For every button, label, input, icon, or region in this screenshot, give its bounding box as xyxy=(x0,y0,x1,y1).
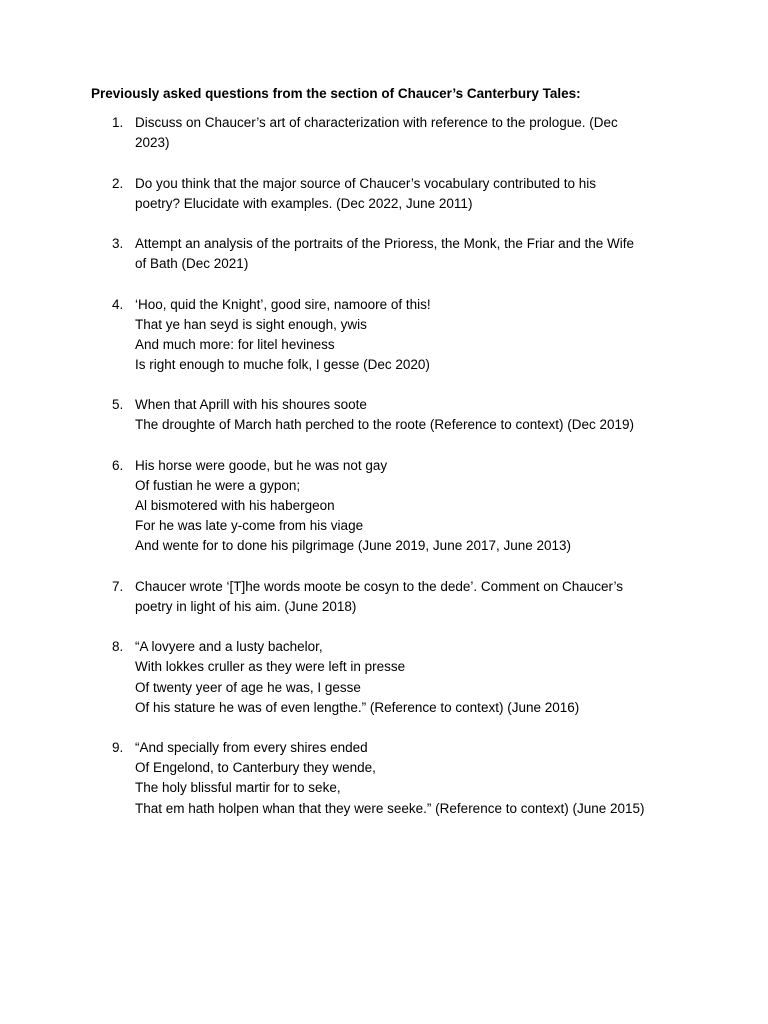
question-text-line: For he was late y-come from his viage xyxy=(135,518,364,534)
question-item xyxy=(91,577,691,617)
question-item xyxy=(91,174,691,214)
question-text-line: With lokkes cruller as they were left in presse xyxy=(135,659,406,675)
question-item xyxy=(91,738,691,819)
question-text-line: ‘Hoo, quid the Knight’, good sire, namoore of this! xyxy=(135,296,431,312)
question-number: 5. xyxy=(112,397,124,413)
question-number: 9. xyxy=(112,740,124,756)
question-item xyxy=(91,637,691,718)
question-text-line: When that Aprill with his shoures soote xyxy=(135,397,367,413)
question-number: 2. xyxy=(112,175,124,191)
question-text-line: And much more: for litel heviness xyxy=(135,336,335,352)
question-text-line: Of Engelond, to Canterbury they wende, xyxy=(135,760,376,776)
question-text-line: The holy blissful martir for to seke, xyxy=(135,780,341,796)
question-item xyxy=(91,234,691,274)
question-text-line: Of his stature he was of even lengthe.” (Reference to context) (June 2016) xyxy=(135,699,580,715)
question-number: 1. xyxy=(112,115,124,130)
question-text-line: Do you think that the major source of Chaucer’s vocabulary contributed to his xyxy=(135,175,596,191)
question-list xyxy=(91,113,691,839)
question-text-line: Attempt an analysis of the portraits of the Prioress, the Monk, the Friar and the Wife xyxy=(135,236,634,251)
question-text-line: Of fustian he were a gypon; xyxy=(135,477,301,493)
question-text-line: poetry in light of his aim. (June 2018) xyxy=(135,598,357,614)
question-number: 4. xyxy=(112,296,124,312)
question-number: 8. xyxy=(112,639,124,655)
question-number: 6. xyxy=(112,457,124,473)
question-text-line: Discuss on Chaucer’s art of characterization with reference to the prologue. (Dec xyxy=(135,115,618,130)
question-text-line: 2023) xyxy=(135,135,170,151)
question-text-line: “A lovyere and a lusty bachelor, xyxy=(135,639,323,655)
question-item xyxy=(91,295,691,376)
question-text-line: of Bath (Dec 2021) xyxy=(135,256,249,272)
question-text-line: “And specially from every shires ended xyxy=(135,740,368,756)
question-text-line: poetry? Elucidate with examples. (Dec 2022, June 2011) xyxy=(135,195,473,211)
question-text-line: Chaucer wrote ‘[T]he words moote be cosyn to the dede’. Comment on Chaucer’s xyxy=(135,578,623,594)
question-number: 3. xyxy=(112,236,124,251)
question-text-line: That em hath holpen whan that they were seeke.” (Reference to context) (June 2015) xyxy=(135,800,645,816)
question-item xyxy=(91,395,691,435)
question-number: 7. xyxy=(112,578,124,594)
question-item xyxy=(91,113,691,153)
question-text-line: Of twenty yeer of age he was, I gesse xyxy=(135,679,361,695)
question-text-line: The droughte of March hath perched to the roote (Reference to context) (Dec 2019) xyxy=(135,417,635,433)
question-item xyxy=(91,456,691,557)
question-text-line: His horse were goode, but he was not gay xyxy=(135,457,388,473)
question-text-line: Al bismotered with his habergeon xyxy=(135,498,335,514)
question-text-line: That ye han seyd is sight enough, ywis xyxy=(135,316,367,332)
question-text-line: And wente for to done his pilgrimage (June 2019, June 2017, June 2013) xyxy=(135,538,572,554)
page-heading: Previously asked questions from the section of Chaucer’s Canterbury Tales: xyxy=(91,86,581,101)
question-text-line: Is right enough to muche folk, I gesse (Dec 2020) xyxy=(135,356,430,372)
